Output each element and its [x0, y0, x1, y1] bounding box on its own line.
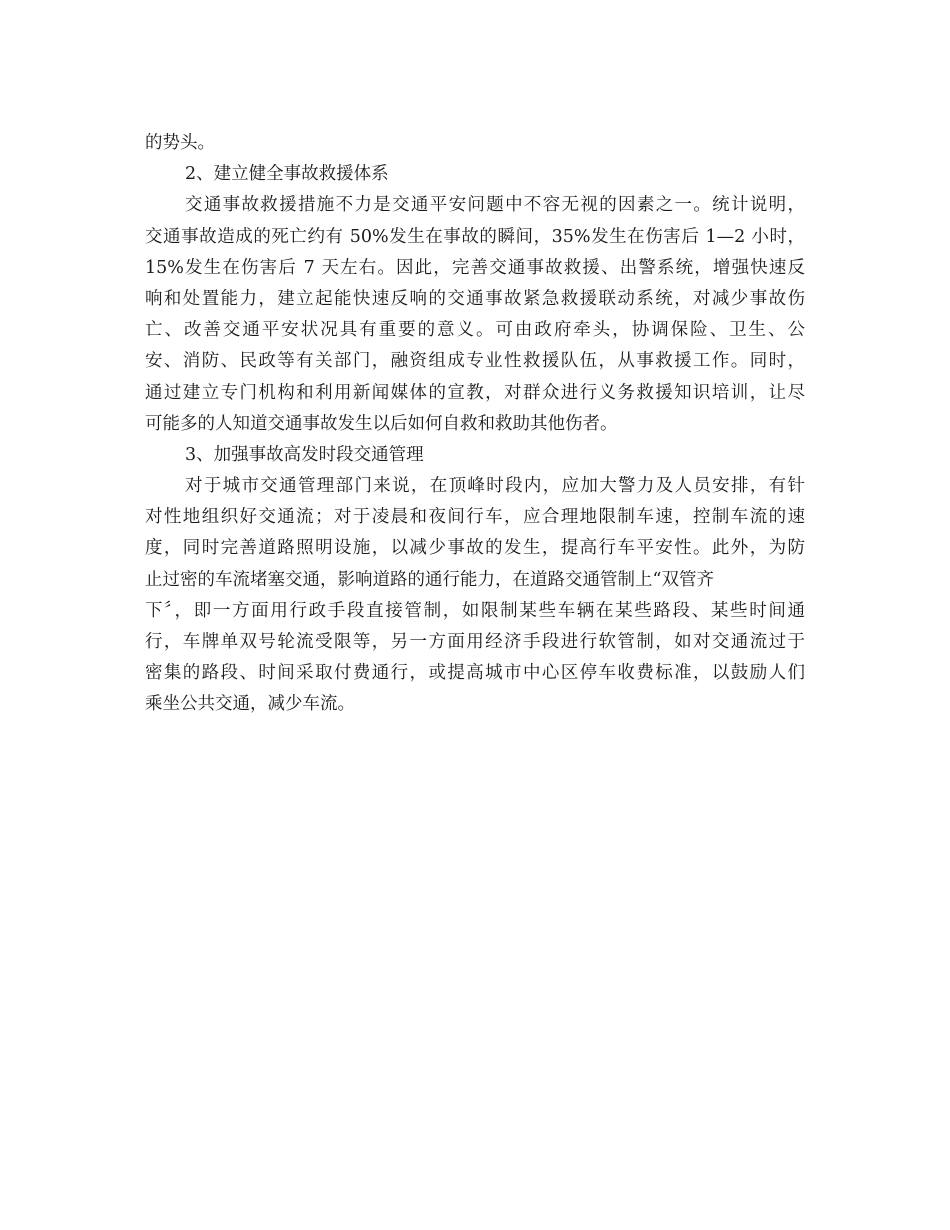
- paragraph-line: 响和处置能力，建立起能快速反响的交通事故紧急救援联动系统，对减少事故伤: [145, 288, 805, 309]
- section-heading-peak-time-management: 3、加强事故高发时段交通管理: [185, 444, 424, 465]
- paragraph-line: 对性地组织好交通流；对于凌晨和夜间行车，应合理地限制车速，控制车流的速: [145, 507, 805, 528]
- paragraph-line: 交通事故救援措施不力是交通平安问题中不容无视的因素之一。统计说明，: [185, 195, 805, 216]
- paragraph-line: 乘坐公共交通，减少车流。: [145, 694, 355, 715]
- paragraph-line: 安、消防、民政等有关部门，融资组成专业性救援队伍，从事救援工作。同时，: [145, 351, 805, 372]
- paragraph-line: 15%发生在伤害后 7 天左右。因此，完善交通事故救援、出警系统，增强快速反: [145, 257, 805, 278]
- paragraph-line: 止过密的车流堵塞交通，影响道路的通行能力，在道路交通管制上“双管齐: [145, 569, 714, 590]
- paragraph-line: 对于城市交通管理部门来说，在顶峰时段内，应加大警力及人员安排，有针: [185, 476, 805, 497]
- paragraph-end-line: 的势头。: [145, 133, 215, 153]
- paragraph-line: 密集的路段、时间采取付费通行，或提高城市中心区停车收费标准，以鼓励人们: [145, 663, 805, 684]
- paragraph-line: 可能多的人知道交通事故发生以后如何自救和救助其他伤者。: [145, 413, 618, 434]
- paragraph-line: 通过建立专门机构和利用新闻媒体的宣教，对群众进行义务救援知识培训，让尽: [145, 382, 805, 403]
- document-body: [145, 128, 805, 721]
- paragraph-line: 亡、改善交通平安状况具有重要的意义。可由政府牵头，协调保险、卫生、公: [145, 320, 805, 341]
- paragraph-line: 行，车牌单双号轮流受限等，另一方面用经济手段进行软管制，如对交通流过于: [145, 632, 805, 652]
- paragraph-line: 交通事故造成的死亡约有 50%发生在事故的瞬间，35%发生在伤害后 1—2 小时，: [145, 226, 805, 247]
- section-heading-rescue-system: 2、建立健全事故救援体系: [185, 164, 389, 185]
- paragraph-line: 下〞，即一方面用行政手段直接管制，如限制某些车辆在某些路段、某些时间通: [145, 600, 805, 621]
- paragraph-line: 度，同时完善道路照明设施，以减少事故的发生，提高行车平安性。此外，为防: [145, 538, 805, 559]
